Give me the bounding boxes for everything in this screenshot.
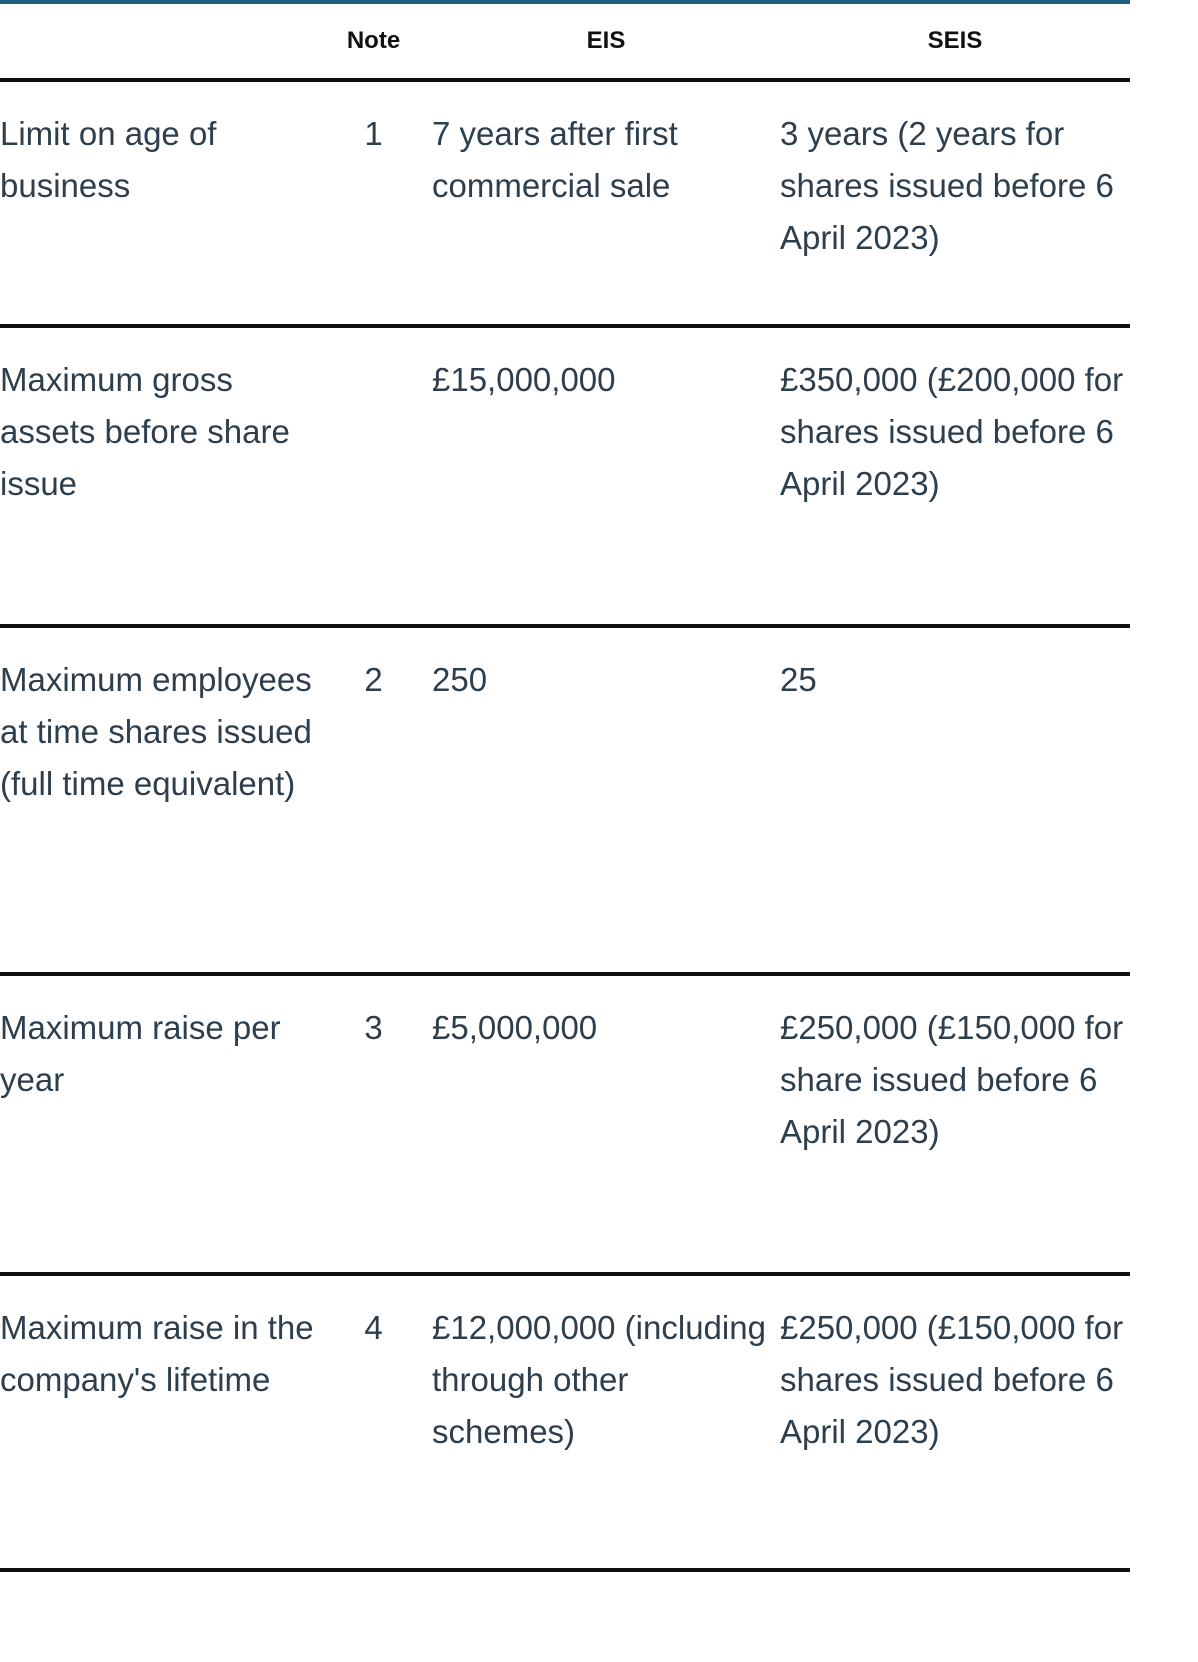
row-note: 4: [315, 1274, 432, 1570]
header-seis: SEIS: [780, 4, 1130, 80]
row-label: Maximum raise per year: [0, 974, 315, 1274]
eis-seis-comparison-table: [0, 4, 1130, 1572]
header-eis: EIS: [432, 4, 780, 80]
row-note: [315, 326, 432, 626]
row-note: 3: [315, 974, 432, 1274]
row-seis-value: 25: [780, 626, 1130, 974]
row-note: 1: [315, 80, 432, 326]
row-label: Maximum gross assets before share issue: [0, 326, 315, 626]
row-eis-value: £5,000,000: [432, 974, 780, 1274]
row-eis-value: £12,000,000 (including through other schemes): [432, 1274, 780, 1570]
row-eis-value: 7 years after first commercial sale: [432, 80, 780, 326]
row-label: Maximum raise in the company's lifetime: [0, 1274, 315, 1570]
row-eis-value: £15,000,000: [432, 326, 780, 626]
row-seis-value: £350,000 (£200,000 for shares issued before 6 April 2023): [780, 326, 1130, 626]
row-label: Limit on age of business: [0, 80, 315, 326]
row-seis-value: 3 years (2 years for shares issued before 6 April 2023): [780, 80, 1130, 326]
table-row: [0, 326, 1130, 626]
table-row: [0, 1274, 1130, 1570]
row-seis-value: £250,000 (£150,000 for share issued before 6 April 2023): [780, 974, 1130, 1274]
header-label: [0, 4, 315, 80]
row-label: Maximum employees at time shares issued (full time equivalent): [0, 626, 315, 974]
row-eis-value: 250: [432, 626, 780, 974]
table-row: [0, 80, 1130, 326]
row-note: 2: [315, 626, 432, 974]
table-header-row: [0, 4, 1130, 80]
header-note: Note: [315, 4, 432, 80]
row-seis-value: £250,000 (£150,000 for shares issued before 6 April 2023): [780, 1274, 1130, 1570]
table-row: [0, 974, 1130, 1274]
table-row: [0, 626, 1130, 974]
